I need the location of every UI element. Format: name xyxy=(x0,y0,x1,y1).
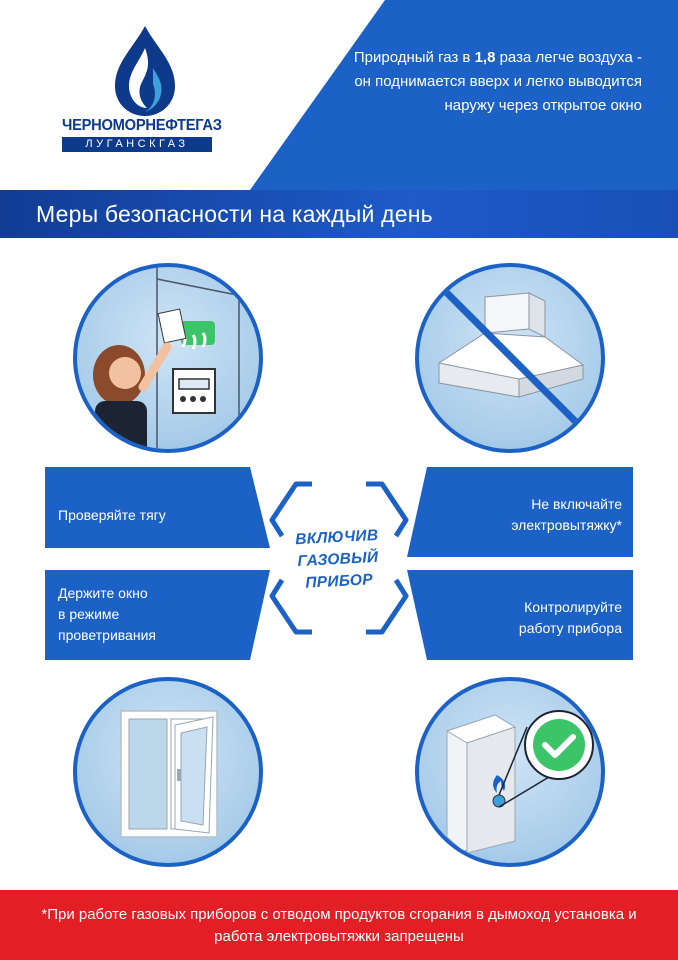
tile-left-bottom-line1: Держите окно xyxy=(58,585,148,601)
fact-bold: 1,8 xyxy=(474,49,496,66)
logo-subname: ЛУГАНСКГАЗ xyxy=(62,137,212,152)
tile-left-bottom-line3: проветривания xyxy=(58,627,156,643)
fact-part2: раза легче воздуха - он поднимается вверх и легко выводится наружу через открытое окно xyxy=(354,49,642,114)
page-title: Меры безопасности на каждый день xyxy=(36,201,433,227)
logo-name: ЧЕРНОМОРНЕФТЕГАЗ xyxy=(62,117,222,134)
footer-warning-text: *При работе газовых приборов с отводом продуктов сгорания в дымоход установка и работа электровытяжки запрещены xyxy=(41,906,637,945)
tile-left-bottom-label xyxy=(58,583,156,646)
tile-right-bottom-label xyxy=(519,597,622,639)
center-line2: ГАЗОВЫЙ xyxy=(297,548,379,571)
tile-right-top-label xyxy=(511,494,622,536)
center-line1: ВКЛЮЧИВ xyxy=(294,526,379,549)
center-line3: ПРИБОР xyxy=(304,571,374,592)
center-caption xyxy=(266,523,409,596)
footer-warning xyxy=(0,890,678,960)
tile-right-top-line2: электровытяжку* xyxy=(511,517,622,533)
tile-right-bottom-line2: работу прибора xyxy=(518,620,622,636)
tile-right-top-line1: Не включайте xyxy=(531,496,622,512)
tile-left-bottom-line2: в режиме xyxy=(58,606,120,622)
tile-left-top-label: Проверяйте тягу xyxy=(58,507,166,523)
fact-part1: Природный газ в xyxy=(353,49,475,66)
tile-right-bottom-line1: Контролируйте xyxy=(524,599,622,615)
